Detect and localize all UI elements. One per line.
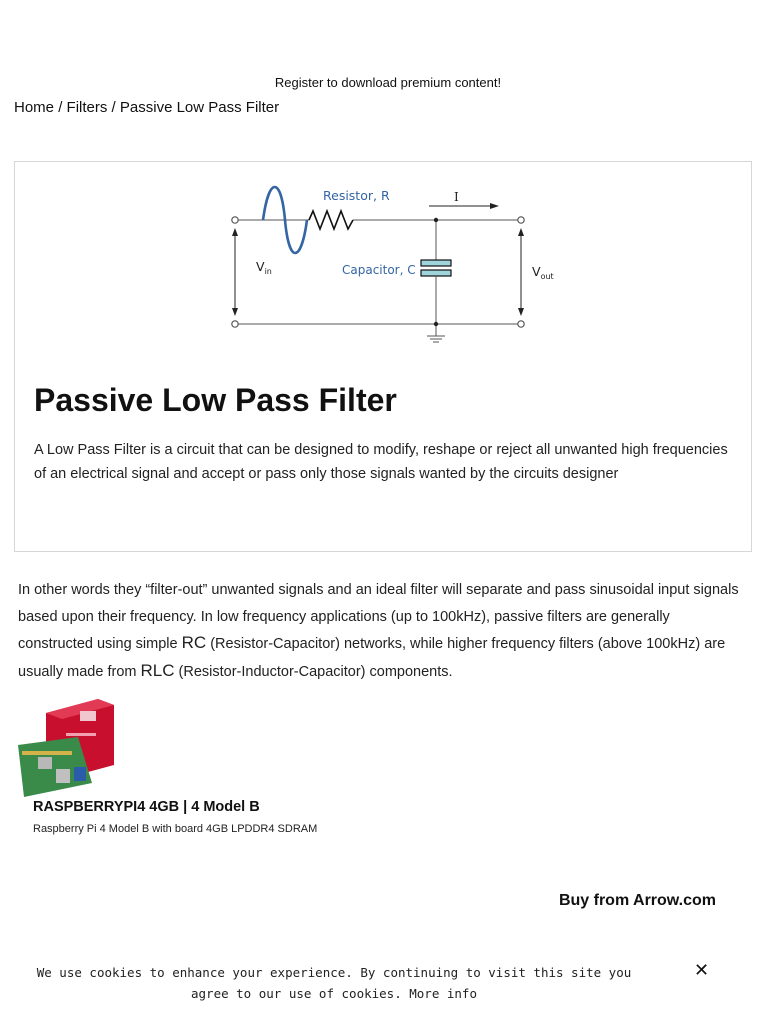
vout-label <box>532 264 554 281</box>
vin-sub: in <box>264 267 272 276</box>
junction-dot <box>434 322 438 326</box>
buy-from-arrow-link[interactable]: Buy from Arrow.com <box>558 892 716 909</box>
input-terminal <box>232 321 238 327</box>
article-body <box>18 577 748 685</box>
breadcrumb <box>14 99 279 116</box>
vin-arrow-head <box>232 228 238 236</box>
output-terminal <box>518 321 524 327</box>
resistor-symbol <box>309 211 353 229</box>
capacitor-plate-bottom <box>421 270 451 276</box>
breadcrumb-home[interactable]: Home <box>14 99 55 116</box>
breadcrumb-separator: / <box>111 99 116 116</box>
vin-main: V <box>256 259 265 274</box>
product-box-label <box>80 711 96 721</box>
capacitor-label: Capacitor, C <box>342 263 416 277</box>
vout-sub: out <box>540 272 554 281</box>
vin-label <box>256 259 272 276</box>
board-chip <box>38 757 52 769</box>
body-text-part: (Resistor-Capacitor) networks, while higher frequency filters (above 100kHz) are usually made from <box>18 636 726 680</box>
product-subtitle: Raspberry Pi 4 Model B with board 4GB LPDDR4 SDRAM <box>33 823 318 835</box>
usb-port <box>56 769 70 783</box>
breadcrumb-filters[interactable]: Filters <box>66 99 108 116</box>
breadcrumb-separator: / <box>58 99 63 116</box>
breadcrumb-current[interactable]: Passive Low Pass Filter <box>119 99 280 116</box>
current-label: I <box>454 190 459 204</box>
cookie-message <box>28 962 640 1004</box>
close-icon[interactable]: ✕ <box>694 960 710 980</box>
cookie-banner <box>0 950 768 1024</box>
vout-arrow-head <box>518 308 524 316</box>
junction-dot <box>434 218 438 222</box>
product-image[interactable] <box>18 699 114 797</box>
body-text-part: (Resistor-Inductor-Capacitor) components. <box>174 663 453 680</box>
gpio-header <box>22 751 72 755</box>
article-card <box>14 161 752 552</box>
body-text-part: In other words they “filter-out” unwanted signals and an ideal filter will separate and pass sinusoidal input signals based upon their frequency. In low frequency applications (up to 100kHz), passive filters are generally constructed using simple <box>18 582 739 652</box>
page-title: Passive Low Pass Filter <box>34 382 397 418</box>
resistor-label: Resistor, R <box>323 188 390 203</box>
register-banner[interactable]: Register to download premium content! <box>274 75 502 90</box>
abbr-rc: RC <box>181 633 207 652</box>
abbr-rlc: RLC <box>140 660 175 680</box>
article-summary: A Low Pass Filter is a circuit that can be designed to modify, reshape or reject all unwanted high frequencies of an electrical signal and accept or pass only those signals wanted by the circuits designer <box>34 442 728 482</box>
cookie-text: We use cookies to enhance your experience. By continuing to visit this site you agree to our use of cookies. <box>36 965 632 1001</box>
vin-arrow-head <box>232 308 238 316</box>
usb3-port <box>74 767 86 781</box>
low-pass-filter-diagram <box>229 184 559 349</box>
vout-main: V <box>532 264 541 279</box>
vout-arrow-head <box>518 228 524 236</box>
product-box-stripe <box>66 733 96 736</box>
output-terminal <box>518 217 524 223</box>
more-info-link[interactable]: More info <box>409 986 477 1001</box>
input-terminal <box>232 217 238 223</box>
product-title[interactable]: RASPBERRYPI4 4GB | 4 Model B <box>33 799 260 815</box>
current-arrow-head <box>490 203 499 209</box>
capacitor-plate-top <box>421 260 451 266</box>
